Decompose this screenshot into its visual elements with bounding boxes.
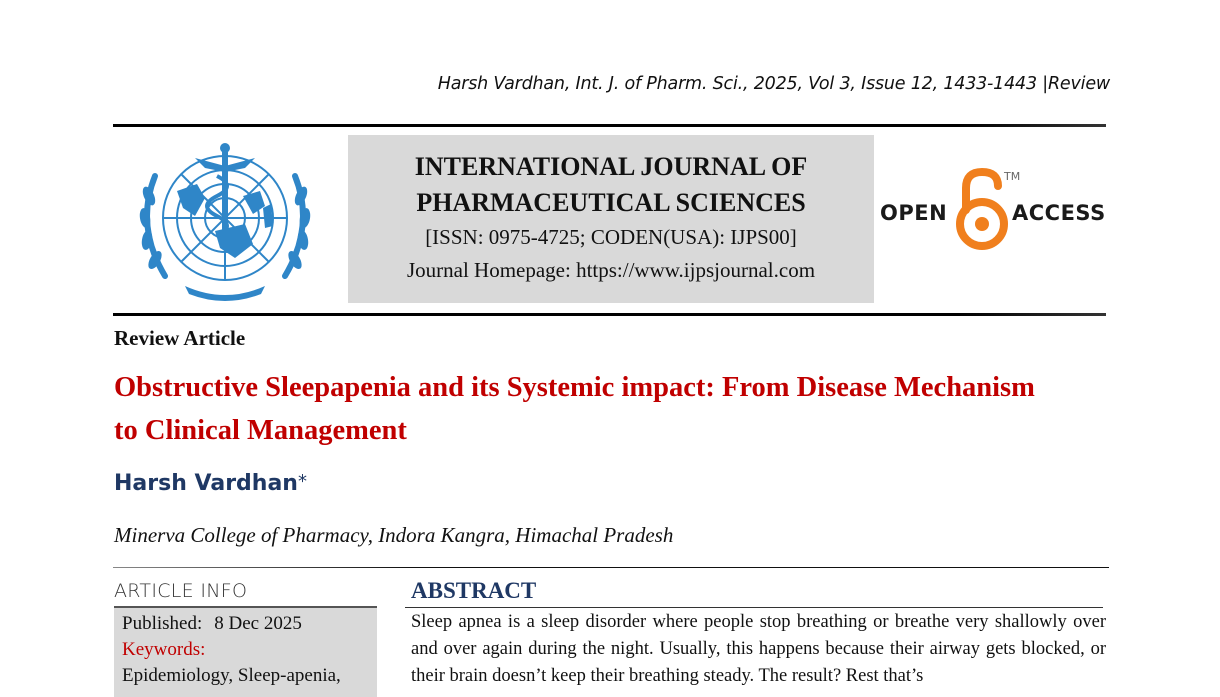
masthead-top-rule: [113, 124, 1106, 127]
masthead-bottom-rule: [113, 313, 1106, 316]
un-emblem-logo-icon: [125, 136, 325, 306]
article-type-label: Review Article: [114, 326, 246, 350]
journal-masthead-box: [348, 135, 874, 303]
journal-issn: [ISSN: 0975-4725; CODEN(USA): IJPS00]: [425, 225, 797, 249]
trademark-mark: TM: [1004, 170, 1021, 183]
author-name-text[interactable]: Harsh Vardhan: [114, 471, 298, 496]
open-access-access-text: ACCESS: [1012, 201, 1106, 225]
journal-title-line1: INTERNATIONAL JOURNAL OF: [414, 152, 808, 181]
journal-homepage: Journal Homepage: https://www.ijpsjournal.com: [406, 258, 816, 282]
open-access-logo: [880, 160, 1110, 255]
abstract-heading: ABSTRACT: [411, 578, 537, 603]
open-lock-icon: [956, 166, 1008, 257]
corresponding-author-mark: *: [297, 471, 307, 492]
journal-title: [348, 149, 874, 221]
published-date: 8 Dec 2025: [214, 613, 302, 634]
open-access-open-text: OPEN: [880, 201, 948, 225]
author-name: [114, 471, 307, 496]
published-date-row: [122, 611, 302, 637]
article-info-heading: ARTICLE INFO: [114, 580, 248, 602]
keywords-label: Keywords:: [122, 639, 206, 660]
running-header-citation: Harsh Vardhan, Int. J. of Pharm. Sci., 2025, Vol 3, Issue 12, 1433-1443 |Review: [437, 74, 1110, 94]
journal-title-line2: PHARMACEUTICAL SCIENCES: [416, 188, 806, 217]
published-label: Published:: [122, 613, 203, 634]
section-divider: [113, 567, 1109, 568]
article-title: Obstructive Sleepapenia and its Systemic impact: From Disease Mechanism to Clinical Management: [114, 372, 1035, 446]
abstract-text: Sleep apnea is a sleep disorder where people stop breathing or breathe very shallowly over and over again during the night. Usually, this happens because their airway gets blocked, or their brain doesn’t keep their breathing steady. The result? Rest that’s: [411, 612, 1106, 686]
article-info-box: [114, 606, 377, 697]
author-affiliation: Minerva College of Pharmacy, Indora Kangra, Himachal Pradesh: [114, 523, 674, 547]
keywords-list: Epidemiology, Sleep-apenia,: [122, 665, 341, 686]
abstract-heading-rule: [405, 607, 1103, 608]
